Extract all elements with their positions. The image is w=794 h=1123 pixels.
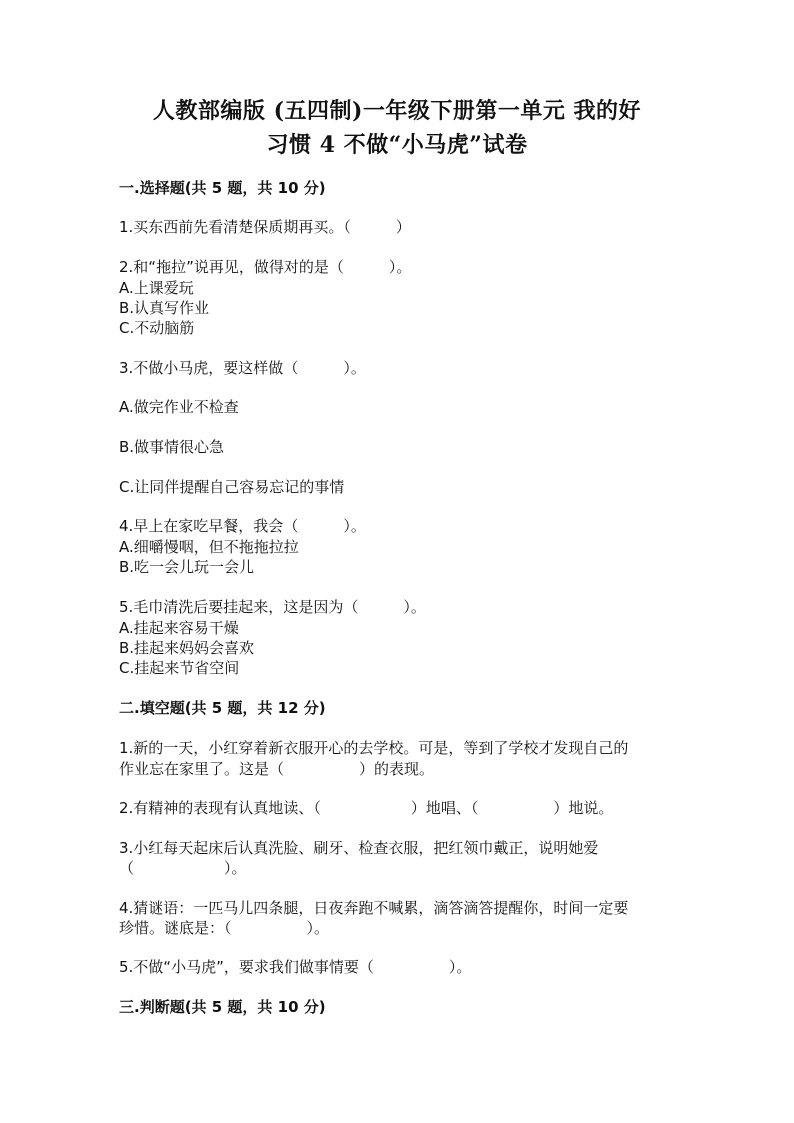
choice-question-2-option-a: A.上课爱玩	[119, 279, 194, 297]
fill-question-4-line-1: 4.猜谜语：一匹马儿四条腿，日夜奔跑不喊累，滴答滴答提醒你，时间一定要	[119, 899, 629, 917]
choice-question-2-option-c: C.不动脑筋	[119, 319, 195, 337]
fill-question-3-line-1: 3.小红每天起床后认真洗脸、刷牙、检查衣服，把红领巾戴正，说明她爱	[119, 839, 599, 857]
section-choice-heading: 一.选择题(共 5 题，共 10 分)	[119, 179, 326, 197]
fill-question-1-line-1: 1.新的一天，小红穿着新衣服开心的去学校。可是，等到了学校才发现自己的	[119, 739, 629, 757]
choice-question-3-option-c: C.让同伴提醒自己容易忘记的事情	[119, 478, 345, 496]
fill-question-1-line-2: 作业忘在家里了。这是（ ）的表现。	[119, 760, 435, 778]
choice-question-1: 1.买东西前先看清楚保质期再买。（ ）	[119, 218, 411, 236]
choice-question-5-option-a: A.挂起来容易干燥	[119, 619, 239, 637]
fill-question-4-line-2: 珍惜。谜底是：（ ）。	[119, 919, 330, 937]
page-title-line-1: 人教部编版 (五四制)一年级下册第一单元 我的好	[152, 98, 642, 124]
choice-question-5: 5.毛巾清洗后要挂起来，这是因为（ ）。	[119, 598, 426, 616]
choice-question-4-option-b: B.吃一会儿玩一会儿	[119, 558, 255, 576]
choice-question-4: 4.早上在家吃早餐，我会（ ）。	[119, 517, 366, 535]
fill-question-3-line-2: （ ）。	[119, 859, 247, 877]
choice-question-2-option-b: B.认真写作业	[119, 299, 210, 317]
page-title-line-2: 习惯 4 不做“小马虎”试卷	[266, 132, 528, 158]
section-fill-heading: 二.填空题(共 5 题，共 12 分)	[119, 699, 326, 717]
section-judge-heading: 三.判断题(共 5 题，共 10 分)	[119, 998, 326, 1016]
choice-question-4-option-a: A.细嚼慢咽，但不拖拖拉拉	[119, 538, 299, 556]
choice-question-2: 2.和“拖拉”说再见，做得对的是（ ）。	[119, 258, 412, 276]
choice-question-3: 3.不做小马虎，要这样做（ ）。	[119, 359, 366, 377]
choice-question-3-option-a: A.做完作业不检查	[119, 398, 239, 416]
choice-question-5-option-c: C.挂起来节省空间	[119, 659, 240, 677]
choice-question-3-option-b: B.做事情很心急	[119, 438, 225, 456]
fill-question-5: 5.不做“小马虎”，要求我们做事情要（ ）。	[119, 958, 472, 976]
fill-question-2: 2.有精神的表现有认真地读、（ ）地唱、（ ）地说。	[119, 799, 614, 817]
choice-question-5-option-b: B.挂起来妈妈会喜欢	[119, 639, 255, 657]
